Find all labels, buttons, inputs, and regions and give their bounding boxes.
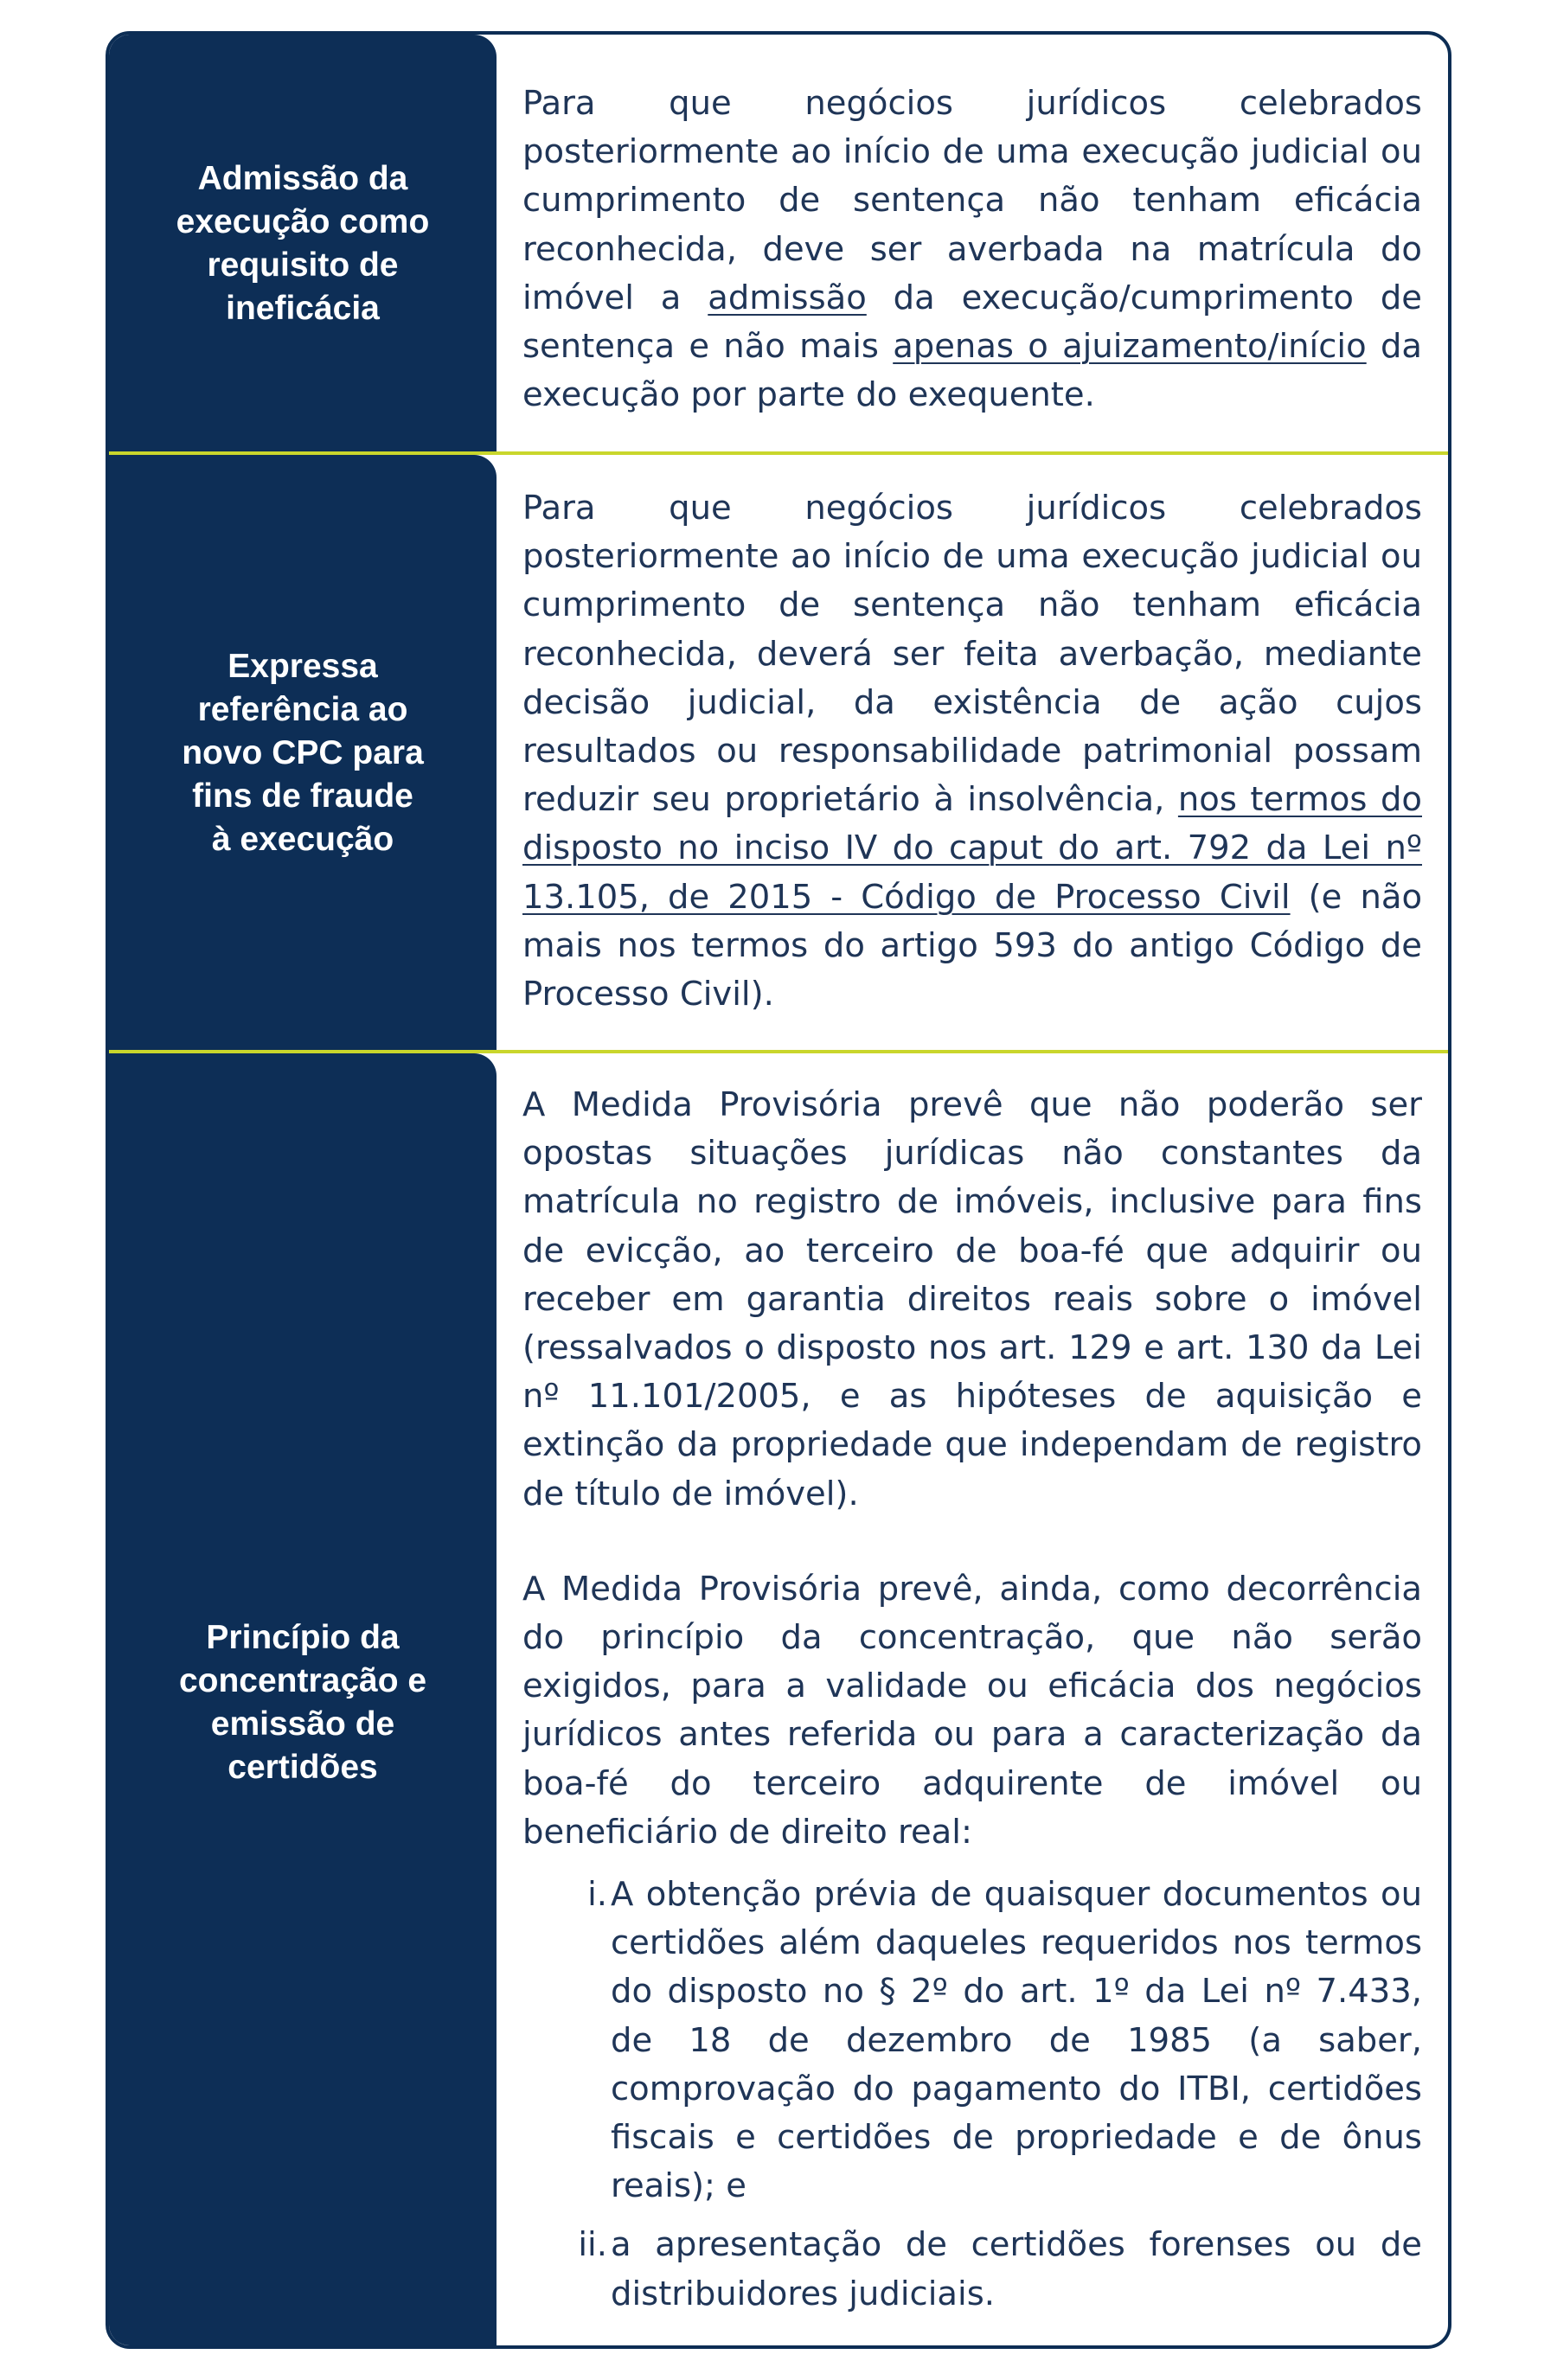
text-segment: da execução/cumprimento de sentença e não mais [522,278,1422,367]
row-label-text: Expressa referência ao novo CPC para fins de fraude à execução [182,648,424,858]
description-paragraph: A Medida Provisória prevê, ainda, como decorrência do princípio da concentração, que não serão exigidos, para a validade ou eficácia dos negócios jurídicos antes referida ou para a caracterização da boa-fé do terceiro adquirente de imóvel ou beneficiário de direito real: [522,1569,1422,1852]
row-label-text: Admissão da execução como requisito de ineficácia [176,160,430,327]
list-item-text: A obtenção prévia de quaisquer documentos ou certidões além daqueles requeridos nos termos do disposto no § 2º do art. 1º da Lei nº 7.433, de 18 de dezembro de 1985 (a saber, comprovação do pagamento do ITBI, certidões fiscais e certidões de propriedade e de ônus reais); e [611,1875,1422,2206]
table-row-cpc [109,455,1448,1052]
text-segment: Para que negócios jurídicos celebrados posteriormente ao início de uma execução judicial ou cumprimento de sentença não tenham eficácia reconhecida, deverá ser feita averbação, mediante decisão judicial, da existência de ação cujos resultados ou responsabilidade patrimonial possam reduzir seu proprietário à insolvência, [522,489,1422,820]
description-paragraph: A Medida Provisória prevê que não poderão ser opostas situações jurídicas não constantes da matrícula no registro de imóveis, inclusive para fins de evicção, ao terceiro de boa-fé que adquirir ou receber em garantia direitos reais sobre o imóvel (ressalvados o disposto nos art. 129 e art. 130 da Lei nº 11.101/2005, e as hipóteses de aquisição e extinção da propriedade que independam de registro de título de imóvel). [522,1085,1422,1513]
text-segment: da execução por parte do exequente. [522,327,1422,415]
text-segment: Para que negócios jurídicos celebrados posteriormente ao início de uma execução judicial ou cumprimento de sentença não tenham eficácia reconhecida, deve ser averbada na matrícula do imóvel a [522,84,1422,317]
row-label [109,35,497,453]
list-marker: i. [587,1875,607,1915]
list-item [522,1871,1422,2210]
row-label-text: Princípio da concentração e emissão de certidões [178,1619,427,1786]
description-paragraph [522,80,1422,419]
text-segment: (e não mais nos termos do artigo 593 do antigo Código de Processo Civil). [522,877,1422,1014]
underlined-text: apenas o ajuizamento/início [893,327,1367,367]
table-row-admissao [109,35,1448,453]
description-paragraph [522,484,1422,1019]
list-item [522,2221,1422,2318]
list-item-text: a apresentação de certidões forenses ou de distribuidores judiciais. [611,2225,1422,2313]
row-label [109,455,497,1052]
list-marker: ii. [578,2225,607,2265]
row-label [109,1053,497,2349]
underlined-text: admissão [708,278,867,317]
underlined-text: nos termos do disposto no inciso IV do caput do art. 792 da Lei nº 13.105, de 2015 - Código de Processo Civil [522,780,1422,917]
row-description [522,80,1422,453]
requirements-list [522,1871,1422,2319]
table-row-concentracao [109,1053,1448,2349]
row-description [522,484,1422,1052]
row-description [522,1081,1422,2349]
comparison-table [106,31,1451,2349]
